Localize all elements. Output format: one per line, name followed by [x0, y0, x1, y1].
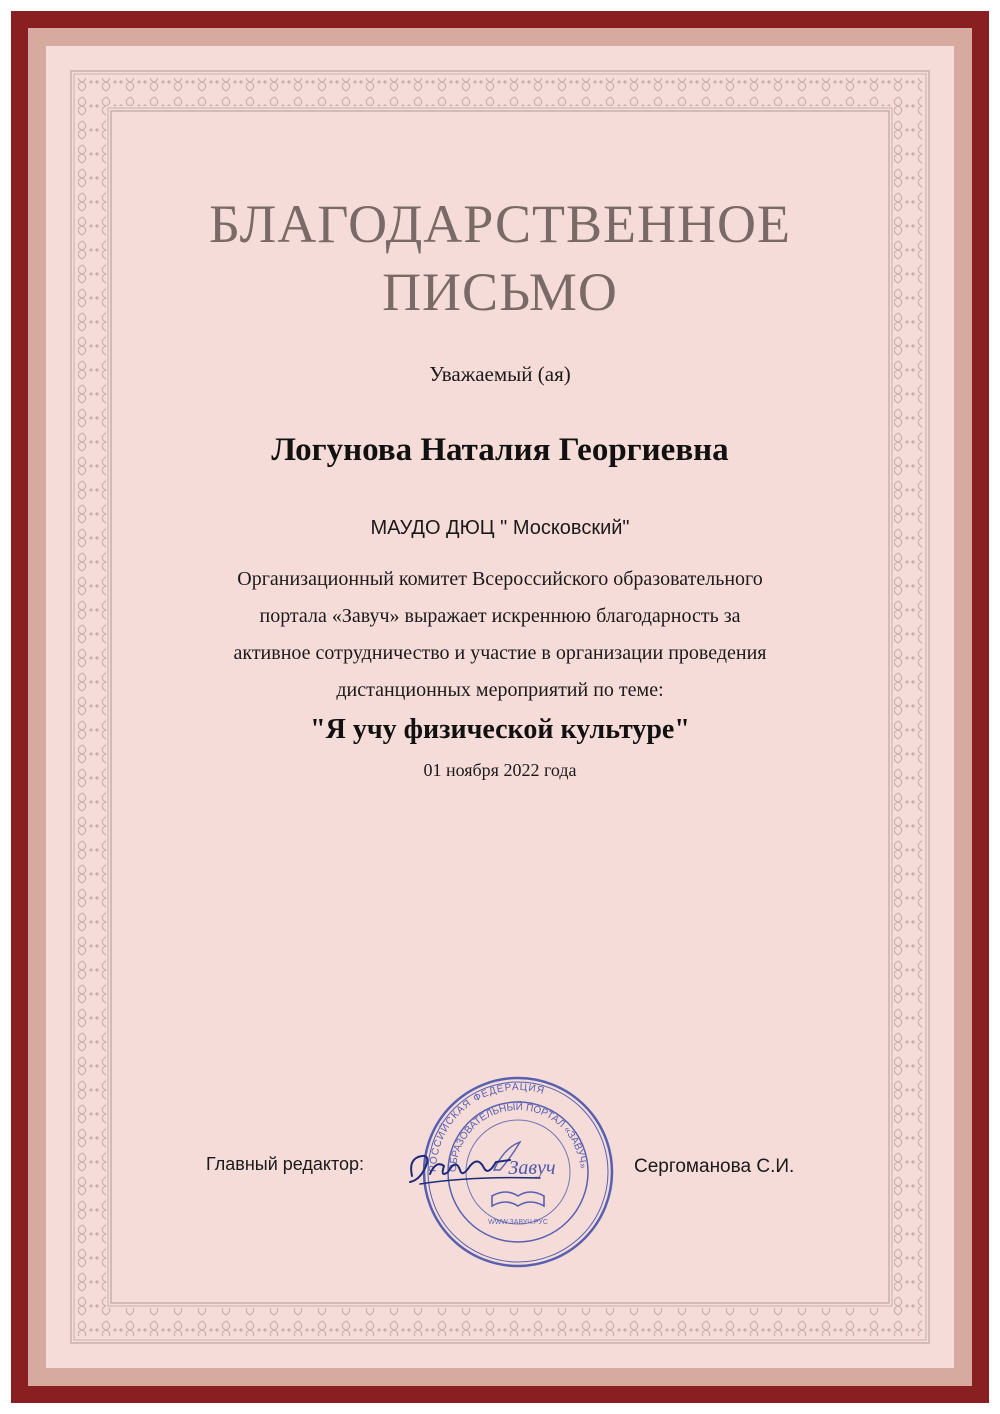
- greeting: Уважаемый (ая): [429, 362, 571, 386]
- title-line-2: ПИСЬМО: [382, 262, 618, 322]
- body-text: [160, 561, 840, 709]
- recipient-organization: МАУДО ДЮЦ " Московский": [370, 517, 630, 539]
- event-topic: "Я учу физической культуре": [310, 714, 690, 745]
- seal-inner-text: ОБРАЗОВАТЕЛЬНЫЙ ПОРТАЛ «ЗАВУЧ»: [447, 1101, 588, 1173]
- signature: [400, 1136, 570, 1196]
- body-line-3: активное сотрудничество и участие в организации проведения: [233, 642, 767, 664]
- body-line-1: Организационный комитет Всероссийского образовательного: [237, 568, 763, 590]
- recipient-name: Логунова Наталия Георгиевна: [271, 432, 729, 468]
- editor-label: Главный редактор:: [206, 1154, 365, 1174]
- seal-logo-text: Завуч: [508, 1157, 556, 1179]
- body-line-4: дистанционных мероприятий по теме:: [336, 679, 664, 701]
- seal-outer-text: РОССИЙСКАЯ ФЕДЕРАЦИЯ: [427, 1081, 547, 1173]
- body-line-2: портала «Завуч» выражает искреннюю благодарность за: [259, 605, 741, 627]
- editor-name: Сергоманова С.И.: [634, 1156, 795, 1177]
- seal-url-text: WWW.ЗАВУЧ.РУС: [488, 1219, 548, 1226]
- certificate-title: [100, 190, 900, 326]
- event-date: 01 ноября 2022 года: [423, 760, 577, 780]
- title-line-1: БЛАГОДАРСТВЕННОЕ: [209, 194, 791, 254]
